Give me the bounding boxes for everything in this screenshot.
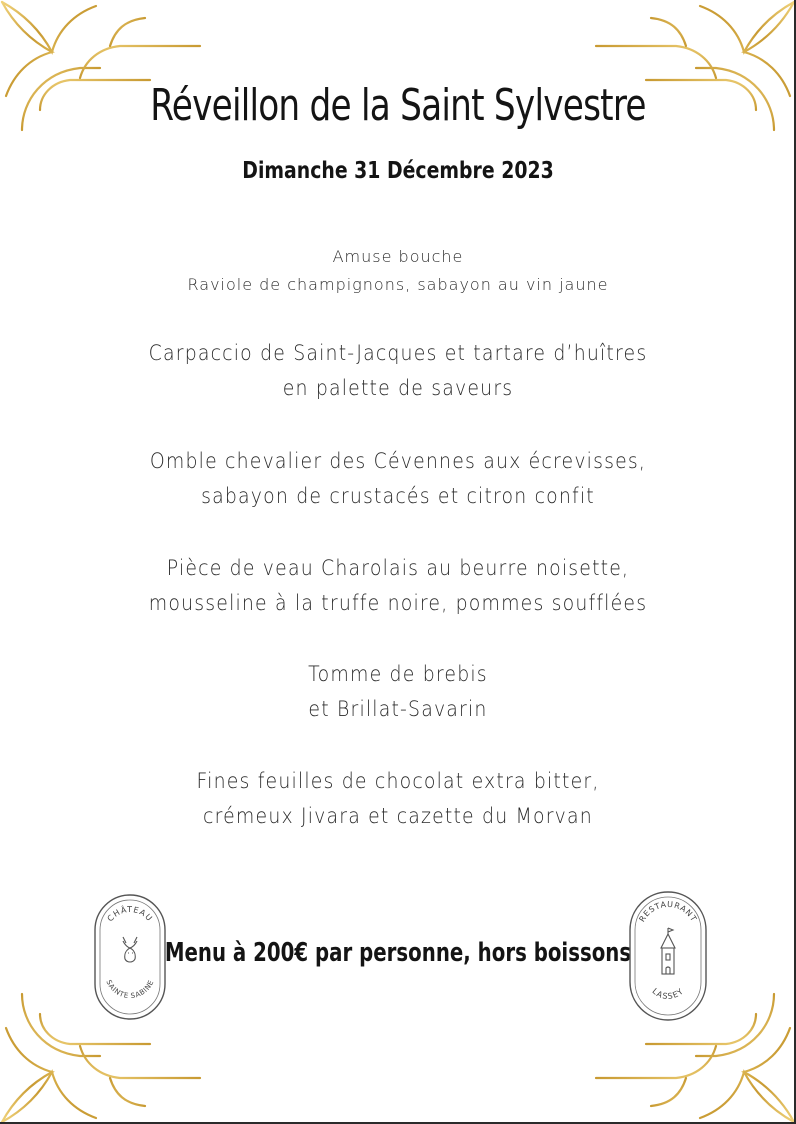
menu-course-starter: [0, 336, 796, 406]
menu-course-fish: [0, 444, 796, 514]
frame-corner-top-left: [2, 2, 200, 370]
menu-course-dessert: [0, 764, 796, 834]
logo-top-text: RESTAURANT: [637, 899, 699, 924]
tower-icon: [661, 928, 675, 974]
course-line-1: Omble chevalier des Cévennes aux écrevisses,: [149, 449, 647, 473]
svg-text:RESTAURANT: [637, 900, 698, 924]
course-description: Raviole de champignons, sabayon au vin jaune: [187, 275, 609, 294]
deer-head-icon: [123, 937, 137, 962]
restaurant-lassey-logo: [628, 890, 708, 1022]
logo-top-text: CHÂTEAU: [105, 904, 155, 924]
course-line-1: Tomme de brebis: [308, 662, 488, 686]
page-title: Réveillon de la Saint Sylvestre: [150, 80, 646, 131]
course-title: Amuse bouche: [332, 247, 464, 266]
course-line-2: et Brillat-Savarin: [308, 697, 488, 721]
frame-corner-top-right: [596, 2, 794, 370]
svg-text:LASSEY: [650, 986, 685, 1001]
svg-text:CHÂTEAU: [106, 903, 155, 923]
svg-text:SAINTE SABINE: [104, 979, 155, 1000]
course-line-2: mousseline à la truffe noire, pommes soufflées: [148, 591, 648, 615]
course-line-1: Pièce de veau Charolais au beurre noisette,: [166, 556, 630, 580]
course-line-2: sabayon de crustacés et citron confit: [201, 484, 595, 508]
course-line-1: Carpaccio de Saint-Jacques et tartare d’huîtres: [148, 341, 648, 365]
event-date: Dimanche 31 Décembre 2023: [242, 158, 554, 184]
course-line-2: en palette de saveurs: [282, 376, 514, 400]
menu-price: Menu à 200€ par personne, hors boissons: [164, 938, 632, 968]
menu-course-cheese: [0, 657, 796, 727]
menu-course-amuse-bouche: [0, 243, 796, 299]
course-line-2: crémeux Jivara et cazette du Morvan: [203, 804, 593, 828]
menu-course-main: [0, 551, 796, 621]
chateau-sainte-sabine-logo: [93, 893, 167, 1021]
course-line-1: Fines feuilles de chocolat extra bitter,: [196, 769, 600, 793]
logo-bottom-text: LASSEY: [650, 986, 686, 1002]
logo-bottom-text: SAINTE SABINE: [104, 978, 156, 1001]
